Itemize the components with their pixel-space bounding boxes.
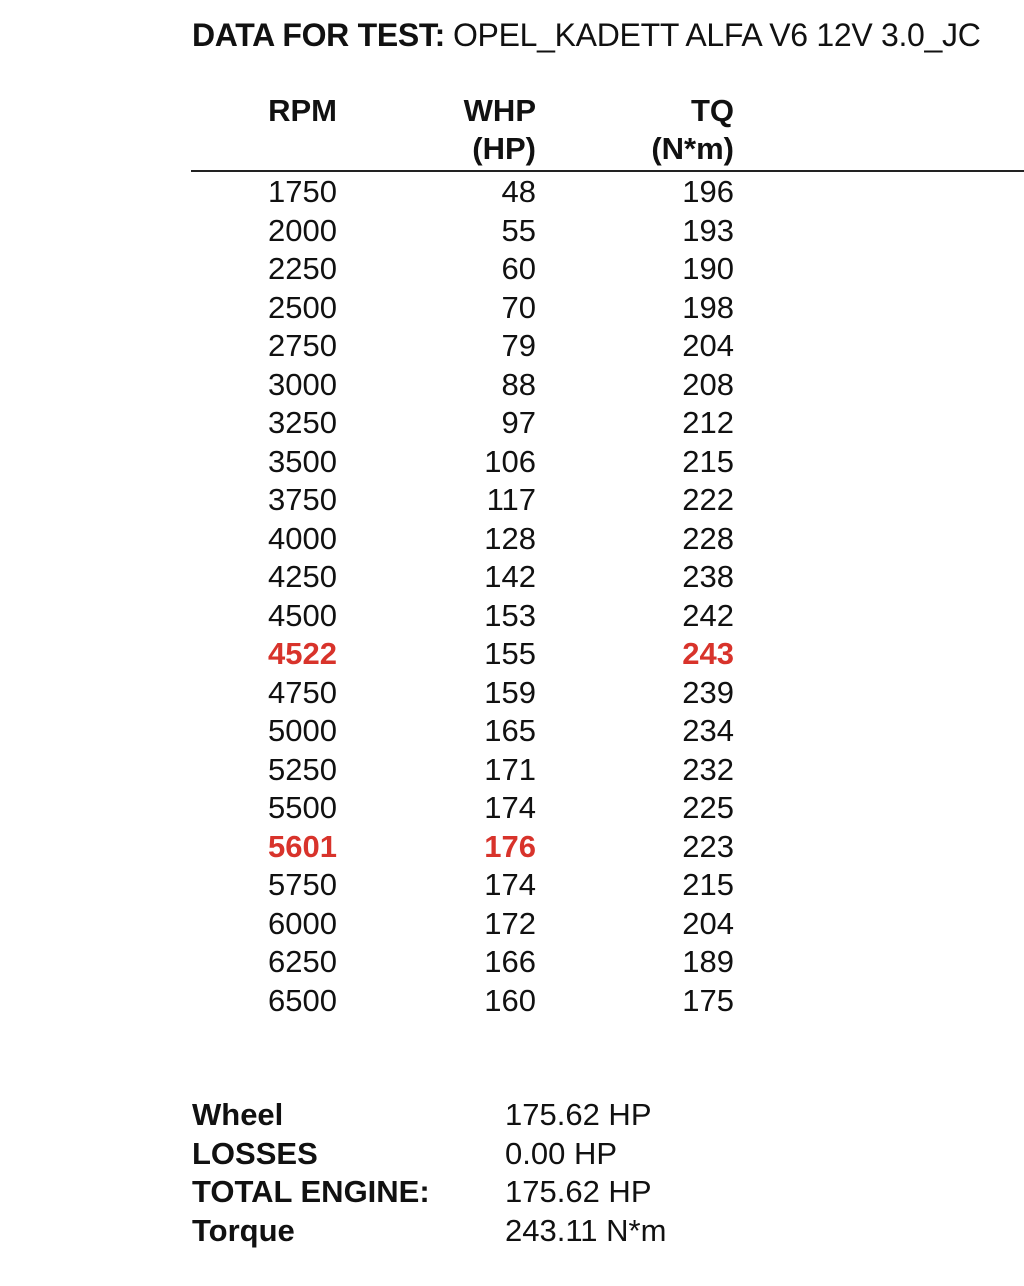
tq-cell: 243 <box>682 636 734 671</box>
rpm-cell: 2750 <box>268 328 337 363</box>
summary-value: 0.00 HP <box>505 1135 618 1171</box>
tq-cell: 204 <box>682 905 734 941</box>
table-row <box>0 751 1024 790</box>
table-row <box>0 212 1024 251</box>
rpm-cell: 4500 <box>268 597 337 633</box>
whp-cell: 60 <box>501 251 536 286</box>
summary-row <box>192 1135 992 1174</box>
table-row <box>0 558 1024 597</box>
table-header <box>0 92 1024 172</box>
table-row <box>0 404 1024 443</box>
rpm-cell: 3750 <box>268 482 337 517</box>
tq-cell: 222 <box>682 482 734 517</box>
table-row <box>0 520 1024 559</box>
whp-cell: 171 <box>484 751 536 787</box>
whp-cell: 48 <box>501 174 536 209</box>
table-row <box>0 789 1024 828</box>
rpm-cell: 4522 <box>268 636 337 671</box>
whp-cell: 106 <box>484 443 536 479</box>
rpm-cell: 6250 <box>268 944 337 979</box>
rpm-cell: 6000 <box>268 905 337 941</box>
table-row <box>0 635 1024 674</box>
rpm-cell: 4250 <box>268 559 337 594</box>
header-divider <box>191 170 1024 172</box>
tq-cell: 225 <box>682 790 734 825</box>
whp-cell: 172 <box>484 905 536 941</box>
whp-cell: 174 <box>484 790 536 825</box>
tq-cell: 193 <box>682 212 734 248</box>
whp-cell: 165 <box>484 713 536 748</box>
test-title-label: DATA FOR TEST: <box>192 17 445 53</box>
tq-cell: 234 <box>682 713 734 748</box>
test-title <box>192 14 1024 56</box>
tq-cell: 238 <box>682 559 734 594</box>
table-row <box>0 828 1024 867</box>
tq-cell: 215 <box>682 443 734 479</box>
column-header-whp: WHP (HP) <box>463 93 536 166</box>
column-header-rpm: RPM <box>268 93 337 128</box>
rpm-cell: 5601 <box>268 828 337 864</box>
rpm-cell: 6500 <box>268 982 337 1018</box>
table-row <box>0 173 1024 212</box>
tq-cell: 242 <box>682 597 734 633</box>
tq-cell: 190 <box>682 251 734 286</box>
rpm-cell: 2250 <box>268 251 337 286</box>
summary-block <box>192 1096 992 1250</box>
whp-cell: 155 <box>484 636 536 671</box>
whp-cell: 117 <box>486 482 536 517</box>
summary-label: Torque <box>192 1212 295 1248</box>
rpm-cell: 5000 <box>268 713 337 748</box>
rpm-cell: 2000 <box>268 212 337 248</box>
table-row <box>0 866 1024 905</box>
whp-cell: 174 <box>484 867 536 902</box>
tq-cell: 204 <box>682 328 734 363</box>
rpm-cell: 4750 <box>268 674 337 710</box>
table-row <box>0 481 1024 520</box>
tq-cell: 212 <box>682 405 734 440</box>
whp-cell: 97 <box>501 405 536 440</box>
whp-cell: 166 <box>484 944 536 979</box>
tq-cell: 223 <box>682 828 734 864</box>
whp-cell: 55 <box>501 212 536 248</box>
summary-row <box>192 1096 992 1135</box>
rpm-cell: 5250 <box>268 751 337 787</box>
table-row <box>0 250 1024 289</box>
whp-cell: 79 <box>501 328 536 363</box>
summary-label: TOTAL ENGINE: <box>192 1174 430 1209</box>
table-row <box>0 674 1024 713</box>
table-row <box>0 366 1024 405</box>
rpm-cell: 2500 <box>268 289 337 325</box>
table-row <box>0 982 1024 1021</box>
tq-cell: 198 <box>682 289 734 325</box>
table-row <box>0 327 1024 366</box>
summary-row <box>192 1212 992 1251</box>
whp-cell: 128 <box>484 520 536 556</box>
table-row <box>0 943 1024 982</box>
table-row <box>0 712 1024 751</box>
rpm-cell: 3250 <box>268 405 337 440</box>
whp-cell: 142 <box>484 559 536 594</box>
whp-cell: 159 <box>484 674 536 710</box>
tq-cell: 228 <box>682 520 734 556</box>
summary-label: Wheel <box>192 1097 284 1132</box>
tq-cell: 215 <box>682 867 734 902</box>
summary-row <box>192 1173 992 1212</box>
table-row <box>0 443 1024 482</box>
table-row <box>0 597 1024 636</box>
tq-cell: 196 <box>682 174 734 209</box>
whp-cell: 160 <box>484 982 536 1018</box>
summary-value: 243.11 N*m <box>505 1212 667 1248</box>
summary-value: 175.62 HP <box>505 1174 652 1209</box>
test-title-value: OPEL_KADETT ALFA V6 12V 3.0_JC <box>452 17 981 53</box>
whp-cell: 88 <box>501 366 536 402</box>
rpm-cell: 4000 <box>268 520 337 556</box>
rpm-cell: 5750 <box>268 867 337 902</box>
tq-cell: 232 <box>682 751 734 787</box>
whp-cell: 153 <box>484 597 536 633</box>
summary-label: LOSSES <box>192 1135 318 1171</box>
table-row <box>0 289 1024 328</box>
table-row <box>0 905 1024 944</box>
tq-cell: 189 <box>682 944 734 979</box>
dyno-table-body <box>0 173 1024 1020</box>
whp-cell: 70 <box>501 289 536 325</box>
summary-value: 175.62 HP <box>505 1097 652 1132</box>
tq-cell: 239 <box>682 674 734 710</box>
rpm-cell: 1750 <box>268 174 337 209</box>
column-header-tq: TQ (N*m) <box>651 93 734 166</box>
tq-cell: 175 <box>682 982 734 1018</box>
tq-cell: 208 <box>682 366 734 402</box>
whp-cell: 176 <box>484 828 536 864</box>
rpm-cell: 3000 <box>268 366 337 402</box>
rpm-cell: 3500 <box>268 443 337 479</box>
rpm-cell: 5500 <box>268 790 337 825</box>
